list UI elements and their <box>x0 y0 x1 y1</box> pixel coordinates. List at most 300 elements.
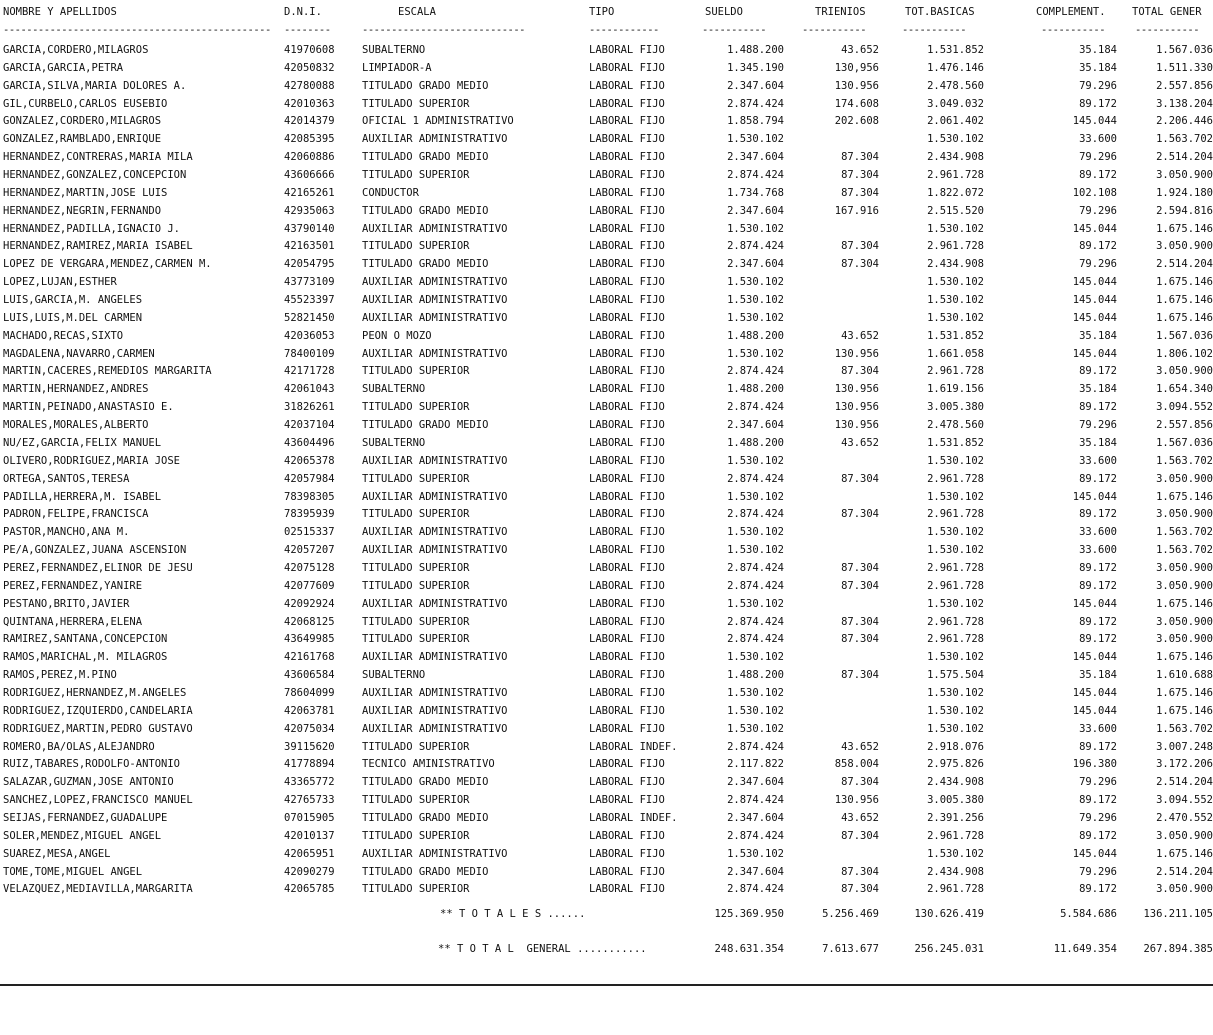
table-row <box>0 419 1213 437</box>
table-row <box>0 741 1213 759</box>
cell-total: 3.050.900 <box>1156 169 1213 182</box>
cell-total: 2.557.856 <box>1156 79 1213 92</box>
cell-sueldo: 2.874.424 <box>727 829 784 842</box>
table-row <box>0 455 1213 473</box>
cell-complement: 145.044 <box>1072 115 1117 128</box>
cell-tipo: LABORAL FIJO <box>589 222 665 235</box>
cell-dni: 43773109 <box>284 276 335 289</box>
table-row <box>0 544 1213 562</box>
cell-escala: TITULADO SUPERIOR <box>362 365 470 378</box>
cell-tot-basicas: 1.530.102 <box>927 704 984 717</box>
cell-total: 3.050.900 <box>1156 579 1213 592</box>
totales-complement: 5.584.686 <box>1060 908 1117 920</box>
cell-tot-basicas: 1.476.146 <box>927 61 984 74</box>
cell-trienios: 130.956 <box>834 794 879 807</box>
table-row <box>0 866 1213 884</box>
cell-dni: 42068125 <box>284 615 335 628</box>
cell-tot-basicas: 1.530.102 <box>927 526 984 539</box>
cell-dni: 42075034 <box>284 722 335 735</box>
cell-total: 3.007.248 <box>1156 740 1213 753</box>
cell-complement: 196.380 <box>1072 758 1117 771</box>
cell-complement: 89.172 <box>1079 97 1117 110</box>
cell-sueldo: 2.874.424 <box>727 794 784 807</box>
dash-tot-basicas: ----------- <box>902 24 967 36</box>
cell-trienios: 87.304 <box>841 365 879 378</box>
cell-total: 3.050.900 <box>1156 365 1213 378</box>
cell-total: 1.567.036 <box>1156 329 1213 342</box>
cell-escala: AUXILIAR ADMINISTRATIVO <box>362 294 508 307</box>
cell-sueldo: 2.874.424 <box>727 508 784 521</box>
cell-trienios: 87.304 <box>841 776 879 789</box>
cell-tot-basicas: 2.478.560 <box>927 79 984 92</box>
cell-name: GARCIA,SILVA,MARIA DOLORES A. <box>3 79 187 92</box>
header-trienios: TRIENIOS <box>815 6 866 18</box>
cell-sueldo: 1.530.102 <box>727 847 784 860</box>
cell-dni: 42092924 <box>284 597 335 610</box>
cell-complement: 102.108 <box>1072 186 1117 199</box>
cell-tipo: LABORAL FIJO <box>589 847 665 860</box>
cell-tipo: LABORAL FIJO <box>589 472 665 485</box>
cell-name: SEIJAS,FERNANDEZ,GUADALUPE <box>3 811 168 824</box>
cell-total: 3.094.552 <box>1156 401 1213 414</box>
cell-tot-basicas: 1.661.058 <box>927 347 984 360</box>
cell-complement: 89.172 <box>1079 794 1117 807</box>
table-row <box>0 294 1213 312</box>
cell-tipo: LABORAL FIJO <box>589 151 665 164</box>
cell-tot-basicas: 3.005.380 <box>927 401 984 414</box>
cell-escala: AUXILIAR ADMINISTRATIVO <box>362 490 508 503</box>
cell-sueldo: 1.530.102 <box>727 526 784 539</box>
table-row <box>0 830 1213 848</box>
cell-tot-basicas: 2.961.728 <box>927 365 984 378</box>
cell-total: 1.675.146 <box>1156 847 1213 860</box>
table-row <box>0 62 1213 80</box>
cell-dni: 43604496 <box>284 436 335 449</box>
cell-tot-basicas: 1.530.102 <box>927 222 984 235</box>
cell-sueldo: 2.874.424 <box>727 240 784 253</box>
table-row <box>0 348 1213 366</box>
cell-dni: 42090279 <box>284 865 335 878</box>
cell-trienios: 130,956 <box>834 61 879 74</box>
cell-dni: 42077609 <box>284 579 335 592</box>
cell-escala: SUBALTERNO <box>362 44 426 56</box>
cell-total: 1.675.146 <box>1156 222 1213 235</box>
cell-tipo: LABORAL FIJO <box>589 401 665 414</box>
cell-dni: 41778894 <box>284 758 335 771</box>
cell-tipo: LABORAL FIJO <box>589 133 665 146</box>
cell-name: RAMOS,MARICHAL,M. MILAGROS <box>3 651 168 664</box>
cell-total: 1.675.146 <box>1156 651 1213 664</box>
cell-name: HERNANDEZ,CONTRERAS,MARIA MILA <box>3 151 193 164</box>
cell-dni: 42075128 <box>284 561 335 574</box>
cell-total: 1.563.702 <box>1156 526 1213 539</box>
cell-name: PASTOR,MANCHO,ANA M. <box>3 526 130 539</box>
cell-escala: PEON O MOZO <box>362 329 432 342</box>
cell-complement: 35.184 <box>1079 44 1117 56</box>
cell-dni: 42780088 <box>284 79 335 92</box>
cell-dni: 42161768 <box>284 651 335 664</box>
cell-tipo: LABORAL FIJO <box>589 579 665 592</box>
cell-total: 1.675.146 <box>1156 311 1213 324</box>
cell-dni: 43365772 <box>284 776 335 789</box>
cell-complement: 79.296 <box>1079 419 1117 432</box>
table-row <box>0 187 1213 205</box>
cell-escala: SUBALTERNO <box>362 383 426 396</box>
cell-total: 2.557.856 <box>1156 419 1213 432</box>
cell-dni: 42014379 <box>284 115 335 128</box>
cell-trienios: 87.304 <box>841 240 879 253</box>
cell-tot-basicas: 2.434.908 <box>927 258 984 271</box>
cell-name: PADILLA,HERRERA,M. ISABEL <box>3 490 162 503</box>
cell-trienios: 87.304 <box>841 829 879 842</box>
cell-name: HERNANDEZ,NEGRIN,FERNANDO <box>3 204 162 217</box>
cell-dni: 43606666 <box>284 169 335 182</box>
table-row <box>0 776 1213 794</box>
cell-dni: 42057207 <box>284 544 335 557</box>
cell-name: PADRON,FELIPE,FRANCISCA <box>3 508 149 521</box>
cell-sueldo: 1.530.102 <box>727 222 784 235</box>
cell-name: MARTIN,CACERES,REMEDIOS MARGARITA <box>3 365 212 378</box>
cell-tot-basicas: 1.619.156 <box>927 383 984 396</box>
cell-total: 1.675.146 <box>1156 597 1213 610</box>
cell-name: GONZALEZ,CORDERO,MILAGROS <box>3 115 162 128</box>
total-general-complement: 11.649.354 <box>1053 943 1117 955</box>
cell-sueldo: 2.874.424 <box>727 740 784 753</box>
cell-sueldo: 2.347.604 <box>727 79 784 92</box>
cell-tipo: LABORAL FIJO <box>589 240 665 253</box>
cell-total: 3.050.900 <box>1156 633 1213 646</box>
cell-tipo: LABORAL FIJO <box>589 347 665 360</box>
cell-escala: AUXILIAR ADMINISTRATIVO <box>362 847 508 860</box>
cell-name: MACHADO,RECAS,SIXTO <box>3 329 124 342</box>
cell-escala: LIMPIADOR-A <box>362 61 432 74</box>
cell-dni: 42037104 <box>284 419 335 432</box>
cell-sueldo: 1.530.102 <box>727 276 784 289</box>
cell-complement: 79.296 <box>1079 79 1117 92</box>
cell-total: 1.675.146 <box>1156 704 1213 717</box>
cell-name: ORTEGA,SANTOS,TERESA <box>3 472 130 485</box>
cell-total: 3.172.206 <box>1156 758 1213 771</box>
table-row <box>0 473 1213 491</box>
cell-complement: 89.172 <box>1079 561 1117 574</box>
table-row <box>0 151 1213 169</box>
cell-complement: 145.044 <box>1072 847 1117 860</box>
cell-dni: 42010363 <box>284 97 335 110</box>
table-row <box>0 616 1213 634</box>
cell-trienios: 130.956 <box>834 79 879 92</box>
header-complement: COMPLEMENT. <box>1036 6 1106 18</box>
cell-total: 3.050.900 <box>1156 472 1213 485</box>
cell-complement: 89.172 <box>1079 508 1117 521</box>
cell-trienios: 87.304 <box>841 472 879 485</box>
total-general-tot-basicas: 256.245.031 <box>914 943 984 955</box>
cell-complement: 79.296 <box>1079 151 1117 164</box>
totales-total: 136.211.105 <box>1143 908 1213 920</box>
cell-tipo: LABORAL FIJO <box>589 365 665 378</box>
cell-complement: 35.184 <box>1079 61 1117 74</box>
cell-tipo: LABORAL FIJO <box>589 615 665 628</box>
table-row <box>0 133 1213 151</box>
cell-complement: 79.296 <box>1079 865 1117 878</box>
table-row <box>0 812 1213 830</box>
cell-tot-basicas: 2.961.728 <box>927 508 984 521</box>
cell-escala: TITULADO GRADO MEDIO <box>362 865 489 878</box>
totales-sueldo: 125.369.950 <box>714 908 784 920</box>
cell-sueldo: 1.530.102 <box>727 347 784 360</box>
cell-escala: OFICIAL 1 ADMINISTRATIVO <box>362 115 514 128</box>
table-row <box>0 223 1213 241</box>
cell-complement: 145.044 <box>1072 597 1117 610</box>
header-sueldo: SUELDO <box>705 6 743 18</box>
cell-name: ROMERO,BA/OLAS,ALEJANDRO <box>3 740 155 753</box>
cell-complement: 89.172 <box>1079 615 1117 628</box>
cell-sueldo: 2.874.424 <box>727 401 784 414</box>
cell-escala: TITULADO SUPERIOR <box>362 401 470 414</box>
cell-escala: TITULADO GRADO MEDIO <box>362 776 489 789</box>
cell-trienios: 130.956 <box>834 383 879 396</box>
cell-tot-basicas: 1.575.504 <box>927 669 984 682</box>
cell-dni: 42171728 <box>284 365 335 378</box>
cell-name: MARTIN,HERNANDEZ,ANDRES <box>3 383 149 396</box>
cell-tot-basicas: 1.530.102 <box>927 294 984 307</box>
cell-name: GARCIA,CORDERO,MILAGROS <box>3 44 149 56</box>
cell-total: 2.514.204 <box>1156 151 1213 164</box>
table-row <box>0 883 1213 901</box>
cell-tot-basicas: 2.061.402 <box>927 115 984 128</box>
cell-complement: 35.184 <box>1079 436 1117 449</box>
dash-trienios: ----------- <box>802 24 867 36</box>
cell-tipo: LABORAL FIJO <box>589 508 665 521</box>
cell-tot-basicas: 2.961.728 <box>927 633 984 646</box>
cell-dni: 42050832 <box>284 61 335 74</box>
cell-tipo: LABORAL FIJO <box>589 526 665 539</box>
cell-escala: AUXILIAR ADMINISTRATIVO <box>362 597 508 610</box>
cell-sueldo: 2.874.424 <box>727 169 784 182</box>
cell-complement: 79.296 <box>1079 204 1117 217</box>
cell-complement: 145.044 <box>1072 276 1117 289</box>
cell-name: RODRIGUEZ,IZQUIERDO,CANDELARIA <box>3 704 193 717</box>
cell-total: 1.924.180 <box>1156 186 1213 199</box>
cell-total: 1.563.702 <box>1156 454 1213 467</box>
cell-complement: 145.044 <box>1072 490 1117 503</box>
table-row <box>0 330 1213 348</box>
cell-sueldo: 1.530.102 <box>727 597 784 610</box>
cell-complement: 89.172 <box>1079 740 1117 753</box>
cell-complement: 33.600 <box>1079 454 1117 467</box>
cell-name: QUINTANA,HERRERA,ELENA <box>3 615 143 628</box>
cell-tot-basicas: 1.531.852 <box>927 329 984 342</box>
cell-complement: 89.172 <box>1079 579 1117 592</box>
cell-tot-basicas: 2.434.908 <box>927 865 984 878</box>
cell-tipo: LABORAL FIJO <box>589 651 665 664</box>
cell-total: 1.511.330 <box>1156 61 1213 74</box>
cell-sueldo: 1.530.102 <box>727 490 784 503</box>
cell-sueldo: 1.488.200 <box>727 669 784 682</box>
cell-tot-basicas: 1.530.102 <box>927 544 984 557</box>
table-row <box>0 705 1213 723</box>
cell-escala: AUXILIAR ADMINISTRATIVO <box>362 222 508 235</box>
cell-total: 1.567.036 <box>1156 44 1213 56</box>
cell-name: SOLER,MENDEZ,MIGUEL ANGEL <box>3 829 162 842</box>
table-row <box>0 669 1213 687</box>
cell-total: 1.675.146 <box>1156 276 1213 289</box>
cell-complement: 33.600 <box>1079 722 1117 735</box>
cell-total: 3.050.900 <box>1156 883 1213 896</box>
cell-total: 1.675.146 <box>1156 490 1213 503</box>
cell-total: 1.675.146 <box>1156 686 1213 699</box>
cell-tipo: LABORAL FIJO <box>589 276 665 289</box>
bottom-rule <box>0 984 1213 986</box>
cell-complement: 89.172 <box>1079 365 1117 378</box>
cell-name: PE/A,GONZALEZ,JUANA ASCENSION <box>3 544 187 557</box>
cell-trienios: 858.004 <box>834 758 879 771</box>
cell-total: 1.654.340 <box>1156 383 1213 396</box>
table-row <box>0 758 1213 776</box>
cell-sueldo: 1.530.102 <box>727 294 784 307</box>
cell-dni: 42010137 <box>284 829 335 842</box>
dash-escala: ---------------------------- <box>362 24 526 36</box>
table-row <box>0 598 1213 616</box>
cell-tipo: LABORAL FIJO <box>589 829 665 842</box>
cell-tot-basicas: 2.961.728 <box>927 169 984 182</box>
cell-tot-basicas: 2.391.256 <box>927 811 984 824</box>
table-row <box>0 526 1213 544</box>
cell-sueldo: 2.874.424 <box>727 615 784 628</box>
cell-tipo: LABORAL FIJO <box>589 454 665 467</box>
cell-trienios: 43.652 <box>841 740 879 753</box>
cell-total: 1.806.102 <box>1156 347 1213 360</box>
cell-escala: TITULADO GRADO MEDIO <box>362 79 489 92</box>
cell-complement: 145.044 <box>1072 686 1117 699</box>
cell-tipo: LABORAL INDEF. <box>589 811 678 824</box>
cell-complement: 33.600 <box>1079 544 1117 557</box>
cell-escala: TITULADO GRADO MEDIO <box>362 258 489 271</box>
cell-complement: 145.044 <box>1072 311 1117 324</box>
cell-sueldo: 2.117.822 <box>727 758 784 771</box>
dash-dni: -------- <box>284 24 331 36</box>
cell-dni: 42057984 <box>284 472 335 485</box>
cell-tipo: LABORAL FIJO <box>589 61 665 74</box>
cell-sueldo: 1.488.200 <box>727 383 784 396</box>
cell-tipo: LABORAL FIJO <box>589 44 665 56</box>
cell-name: LUIS,LUIS,M.DEL CARMEN <box>3 311 143 324</box>
cell-dni: 42061043 <box>284 383 335 396</box>
cell-sueldo: 2.347.604 <box>727 865 784 878</box>
cell-escala: TITULADO SUPERIOR <box>362 561 470 574</box>
cell-total: 3.050.900 <box>1156 615 1213 628</box>
cell-dni: 78398305 <box>284 490 335 503</box>
dash-name: ---------------------------------------------- <box>3 24 271 36</box>
cell-name: RAMOS,PEREZ,M.PINO <box>3 669 117 682</box>
cell-tot-basicas: 2.434.908 <box>927 776 984 789</box>
cell-tipo: LABORAL FIJO <box>589 561 665 574</box>
cell-complement: 79.296 <box>1079 258 1117 271</box>
cell-sueldo: 1.345.190 <box>727 61 784 74</box>
cell-tot-basicas: 1.530.102 <box>927 133 984 146</box>
cell-tot-basicas: 1.530.102 <box>927 490 984 503</box>
cell-name: PESTANO,BRITO,JAVIER <box>3 597 130 610</box>
cell-complement: 35.184 <box>1079 669 1117 682</box>
cell-tot-basicas: 1.531.852 <box>927 44 984 56</box>
cell-dni: 78604099 <box>284 686 335 699</box>
table-row <box>0 383 1213 401</box>
cell-total: 3.050.900 <box>1156 508 1213 521</box>
table-row <box>0 562 1213 580</box>
cell-escala: AUXILIAR ADMINISTRATIVO <box>362 651 508 664</box>
cell-trienios: 87.304 <box>841 865 879 878</box>
cell-escala: TITULADO SUPERIOR <box>362 633 470 646</box>
cell-sueldo: 1.530.102 <box>727 704 784 717</box>
cell-tipo: LABORAL FIJO <box>589 436 665 449</box>
cell-trienios: 43.652 <box>841 44 879 56</box>
cell-sueldo: 2.347.604 <box>727 204 784 217</box>
cell-name: RAMIREZ,SANTANA,CONCEPCION <box>3 633 168 646</box>
table-row <box>0 401 1213 419</box>
cell-tipo: LABORAL FIJO <box>589 865 665 878</box>
total-general-total: 267.894.385 <box>1143 943 1213 955</box>
cell-dni: 02515337 <box>284 526 335 539</box>
cell-dni: 42060886 <box>284 151 335 164</box>
table-row <box>0 276 1213 294</box>
cell-total: 2.514.204 <box>1156 258 1213 271</box>
cell-escala: AUXILIAR ADMINISTRATIVO <box>362 347 508 360</box>
cell-tot-basicas: 1.530.102 <box>927 651 984 664</box>
cell-complement: 89.172 <box>1079 401 1117 414</box>
cell-tot-basicas: 1.530.102 <box>927 311 984 324</box>
table-row <box>0 240 1213 258</box>
cell-trienios: 130.956 <box>834 419 879 432</box>
total-general-row <box>0 943 1213 957</box>
header-tipo: TIPO <box>589 6 615 18</box>
header-total-general: TOTAL GENER <box>1132 6 1202 18</box>
total-general-sueldo: 248.631.354 <box>714 943 784 955</box>
cell-tot-basicas: 1.530.102 <box>927 722 984 735</box>
cell-escala: AUXILIAR ADMINISTRATIVO <box>362 454 508 467</box>
cell-dni: 42054795 <box>284 258 335 271</box>
cell-escala: SUBALTERNO <box>362 436 426 449</box>
cell-tipo: LABORAL FIJO <box>589 722 665 735</box>
cell-name: LOPEZ DE VERGARA,MENDEZ,CARMEN M. <box>3 258 212 271</box>
cell-trienios: 87.304 <box>841 669 879 682</box>
cell-tipo: LABORAL FIJO <box>589 490 665 503</box>
cell-tipo: LABORAL FIJO <box>589 258 665 271</box>
cell-sueldo: 2.874.424 <box>727 97 784 110</box>
cell-sueldo: 2.874.424 <box>727 472 784 485</box>
cell-name: OLIVERO,RODRIGUEZ,MARIA JOSE <box>3 454 181 467</box>
header-escala: ESCALA <box>398 6 436 18</box>
cell-name: GIL,CURBELO,CARLOS EUSEBIO <box>3 97 168 110</box>
cell-trienios: 87.304 <box>841 561 879 574</box>
cell-tipo: LABORAL FIJO <box>589 204 665 217</box>
cell-sueldo: 1.530.102 <box>727 133 784 146</box>
cell-total: 2.594.816 <box>1156 204 1213 217</box>
total-general-trienios: 7.613.677 <box>822 943 879 955</box>
cell-tipo: LABORAL FIJO <box>589 311 665 324</box>
cell-sueldo: 2.874.424 <box>727 561 784 574</box>
cell-dni: 42163501 <box>284 240 335 253</box>
cell-complement: 79.296 <box>1079 811 1117 824</box>
cell-tot-basicas: 1.531.852 <box>927 436 984 449</box>
cell-escala: SUBALTERNO <box>362 669 426 682</box>
cell-name: RODRIGUEZ,HERNANDEZ,M.ANGELES <box>3 686 187 699</box>
cell-total: 3.050.900 <box>1156 240 1213 253</box>
cell-tot-basicas: 1.530.102 <box>927 597 984 610</box>
cell-dni: 39115620 <box>284 740 335 753</box>
cell-complement: 89.172 <box>1079 883 1117 896</box>
cell-trienios: 87.304 <box>841 615 879 628</box>
cell-tipo: LABORAL FIJO <box>589 383 665 396</box>
cell-sueldo: 1.488.200 <box>727 436 784 449</box>
